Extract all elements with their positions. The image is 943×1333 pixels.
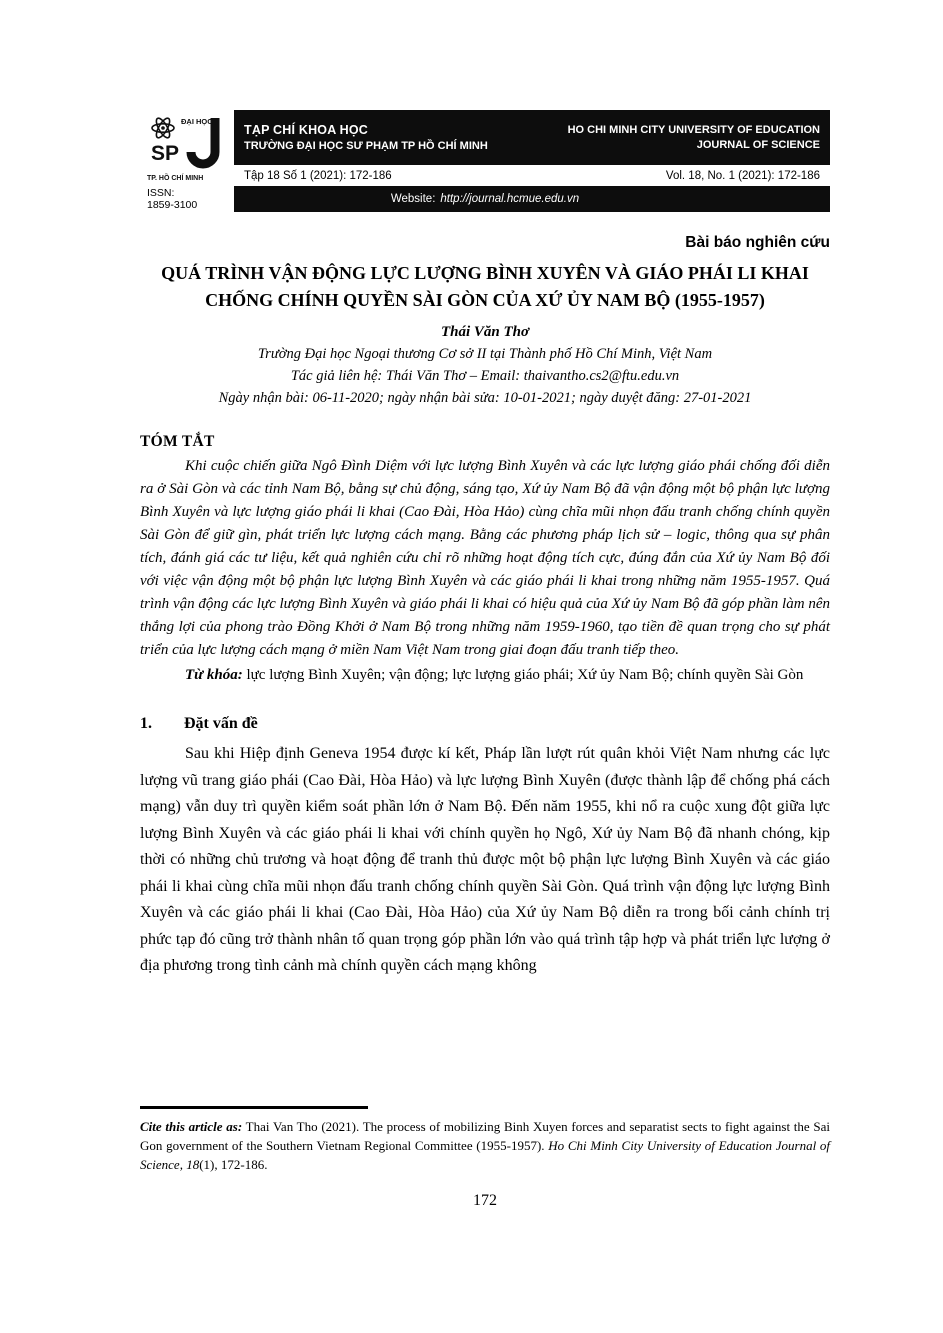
article-dates-line: Ngày nhận bài: 06-11-2020; ngày nhận bài sửa: 10-01-2021; ngày duyệt đăng: 27-01-2021	[218, 390, 752, 406]
article-title-line2: CHỐNG CHÍNH QUYỀN SÀI GÒN CỦA XỨ ỦY NAM BỘ (1955-1957)	[205, 290, 765, 310]
university-name-vi: TRƯỜNG ĐẠI HỌC SƯ PHẠM TP HỒ CHÍ MINH	[244, 140, 488, 152]
journal-title-vi	[244, 123, 488, 152]
header-volume-band	[140, 165, 830, 186]
header-top-band	[140, 110, 830, 165]
abstract-heading: TÓM TẮT	[140, 433, 215, 450]
issn-box	[140, 186, 234, 212]
author-affiliation: Trường Đại học Ngoại thương Cơ sở II tại Thành phố Hồ Chí Minh, Việt Nam	[257, 346, 713, 362]
footer-rule	[140, 1106, 368, 1109]
article-type-label: Bài báo nghiên cứu	[685, 234, 830, 251]
website-label: Website:	[390, 193, 436, 205]
corresponding-author-line: Tác giả liên hệ: Thái Văn Thơ – Email: thaivantho.cs2@ftu.edu.vn	[290, 368, 680, 384]
journal-name-vi: TẠP CHÍ KHOA HỌC	[244, 123, 369, 137]
atom-icon	[152, 116, 174, 139]
hcmue-logo-graphic	[143, 112, 231, 184]
university-logo	[140, 110, 234, 186]
abstract-text: Khi cuộc chiến giữa Ngô Đình Diệm với lực lượng Bình Xuyên và các lực lượng giáo phái chống đối diễn ra ở Sài Gòn và các tỉnh Nam Bộ, bằng sự chủ động, sáng tạo, Xứ ủy Nam Bộ đã vận động một bộ phận lực lượng Bình Xuyên và lực lượng giáo phái li khai (Cao Đài, Hòa Hảo) cùng chĩa mũi nhọn đấu tranh chống chính quyền Sài Gòn để giữ gìn, phát triển lực lượng cách mạng. Bằng các phương pháp lịch sử – logic, thông qua sự phân tích, đánh giá các tư liệu, kết quả nghiên cứu chỉ rõ những hoạt động tích cực, đúng đắn của Xứ ủy Nam Bộ đối với việc vận động một bộ phận lực lượng Bình Xuyên và các giáo phái li khai trong những năm 1955-1957. Quá trình vận động các lực lượng Bình Xuyên và giáo phái li khai có hiệu quả của Xứ ủy Nam Bộ đã góp phần làm nên thắng lợi của phong trào Đồng Khởi ở Nam Bộ trong những năm 1959-1960, tạo tiền đề quan trọng cho sự phát triển của lực lượng cách mạng ở miền Nam Việt Nam trong giai đoạn đấu tranh tiếp theo.	[140, 458, 830, 658]
website-url: http://journal.hcmue.edu.vn	[440, 193, 580, 205]
section-1-number: 1.	[140, 715, 152, 732]
section-1-heading	[140, 715, 830, 733]
cite-tail: (1), 172-186.	[199, 1156, 268, 1172]
author-name: Thái Văn Thơ	[440, 324, 530, 340]
issn-value: 1859-3100	[147, 199, 198, 211]
keywords-line	[140, 664, 830, 687]
abstract-body	[140, 455, 830, 662]
logo-top-text: ĐẠI HỌC	[181, 117, 213, 126]
citation-text	[140, 1117, 830, 1174]
keywords-label: Từ khóa:	[185, 667, 243, 683]
section-1-title: Đặt vấn đề	[184, 715, 258, 732]
page-number: 172	[473, 1192, 497, 1209]
logo-monogram: SP	[151, 142, 180, 165]
header-website-band	[140, 186, 830, 212]
volume-info-en: Vol. 18, No. 1 (2021): 172-186	[665, 169, 820, 182]
article-title	[140, 260, 830, 314]
journal-header	[140, 110, 830, 212]
cite-label: Cite this article as:	[140, 1118, 243, 1134]
page-content	[140, 110, 830, 980]
section-1-text: Sau khi Hiệp định Geneva 1954 được kí kết, Pháp lần lượt rút quân khỏi Việt Nam nhưng các lực lượng vũ trang giáo phái (Cao Đài, Hòa Hảo) và lực lượng Bình Xuyên (được thành lập để chống phá cách mạng) vẫn duy trì quyền kiểm soát phần lớn ở Nam Bộ. Đến năm 1955, khi nổ ra cuộc xung đột giữa lực lượng Bình Xuyên và các giáo phái li khai với chính quyền họ Ngô, Xứ ủy Nam Bộ đã nhanh chóng, kịp thời có những chủ trương và hoạt động để tranh thủ được một bộ phận lực lượng Bình Xuyên và các giáo phái li khai cùng chĩa mũi nhọn đấu tranh chống chính quyền Sài Gòn. Quá trình vận động lực lượng Bình Xuyên và các giáo phái li khai (Cao Đài, Hòa Hảo) của Xứ ủy Nam Bộ diễn ra trong bối cảnh chính trị phức tạp đó cũng trở thành nhân tố quan trọng góp phần lớn vào quá trình tập hợp và phát triển lực lượng ở địa phương trong tình cảnh mà chính quyền cách mạng không	[140, 745, 830, 974]
article-title-line1: QUÁ TRÌNH VẬN ĐỘNG LỰC LƯỢNG BÌNH XUYÊN VÀ GIÁO PHÁI LI KHAI	[161, 263, 809, 283]
logo-bottom-text: TP. HỒ CHÍ MINH	[147, 175, 204, 182]
footer-citation-block	[140, 1106, 830, 1174]
university-name-en: HO CHI MINH CITY UNIVERSITY OF EDUCATION	[567, 124, 820, 136]
issn-label: ISSN:	[147, 187, 175, 199]
volume-info-vi: Tập 18 Số 1 (2021): 172-186	[244, 169, 392, 182]
section-1-paragraph	[140, 741, 830, 980]
journal-name-en: JOURNAL OF SCIENCE	[696, 139, 820, 151]
cite-body: Thai Van Tho (2021). The process of mobilizing Binh Xuyen forces and separatist sects to fight against the Sai Gon government of the Southern Vietnam Regional Committee (1955-1957).	[140, 1118, 831, 1153]
cite-journal: Ho Chi Minh City University of Education Journal of Science, 18	[140, 1137, 831, 1172]
keywords-text: lực lượng Bình Xuyên; vận động; lực lượng giáo phái; Xứ ủy Nam Bộ; chính quyền Sài Gòn	[246, 667, 804, 683]
journal-title-en	[568, 124, 820, 151]
